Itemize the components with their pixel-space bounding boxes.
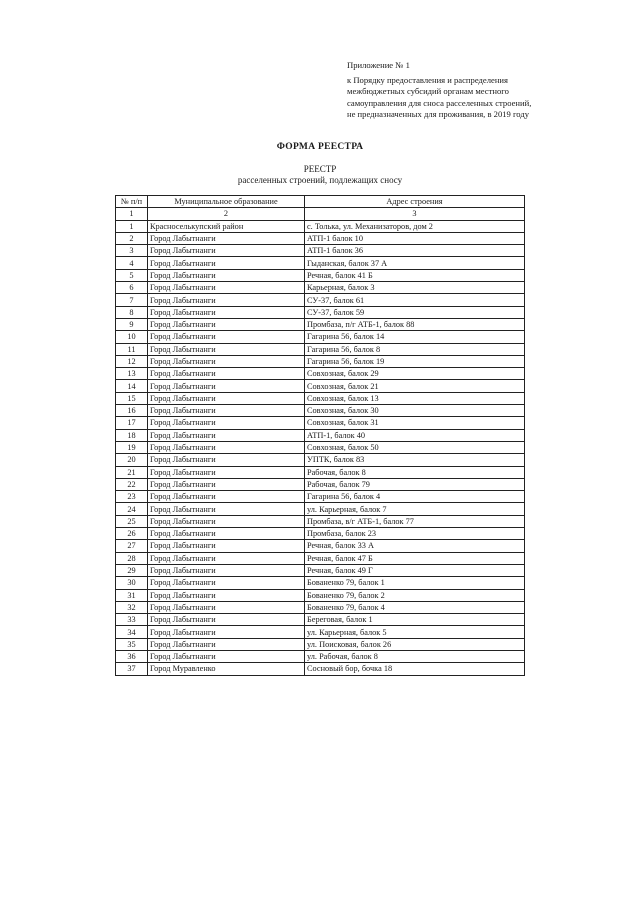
municipality-cell: Город Лабытнанги xyxy=(148,515,305,527)
row-number: 24 xyxy=(116,503,148,515)
register-heading xyxy=(0,164,640,186)
row-number: 14 xyxy=(116,380,148,392)
address-cell: Береговая, балок 1 xyxy=(305,614,525,626)
table-row xyxy=(116,491,525,503)
municipality-cell: Город Лабытнанги xyxy=(148,318,305,330)
row-number: 31 xyxy=(116,589,148,601)
row-number: 4 xyxy=(116,257,148,269)
municipality-cell: Город Лабытнанги xyxy=(148,552,305,564)
row-number: 20 xyxy=(116,454,148,466)
address-cell: Гыданская, балок 37 А xyxy=(305,257,525,269)
row-number: 28 xyxy=(116,552,148,564)
municipality-cell: Город Лабытнанги xyxy=(148,454,305,466)
table-row xyxy=(116,663,525,675)
address-cell: Совхозная, балок 21 xyxy=(305,380,525,392)
address-cell: Совхозная, балок 50 xyxy=(305,441,525,453)
municipality-cell: Город Лабытнанги xyxy=(148,355,305,367)
column-index-row xyxy=(116,208,525,220)
address-cell: Бованенко 79, балок 1 xyxy=(305,577,525,589)
row-number: 9 xyxy=(116,318,148,330)
row-number: 22 xyxy=(116,478,148,490)
address-cell: СУ-37, балок 61 xyxy=(305,294,525,306)
row-number: 1 xyxy=(116,220,148,232)
table-row xyxy=(116,220,525,232)
municipality-cell: Город Муравленко xyxy=(148,663,305,675)
row-number: 10 xyxy=(116,331,148,343)
municipality-cell: Город Лабытнанги xyxy=(148,306,305,318)
table-row xyxy=(116,589,525,601)
table-row xyxy=(116,392,525,404)
table-row xyxy=(116,380,525,392)
municipality-cell: Город Лабытнанги xyxy=(148,466,305,478)
address-cell: Совхозная, балок 13 xyxy=(305,392,525,404)
municipality-cell: Город Лабытнанги xyxy=(148,626,305,638)
appendix-line: межбюджетных субсидий органам местного xyxy=(347,86,509,97)
appendix-line: не предназначенных для проживания, в 2019 году xyxy=(347,108,530,119)
row-number: 32 xyxy=(116,601,148,613)
row-number: 2 xyxy=(116,232,148,244)
header-address: Адрес строения xyxy=(305,196,525,208)
table-row xyxy=(116,306,525,318)
municipality-cell: Город Лабытнанги xyxy=(148,343,305,355)
table-row xyxy=(116,343,525,355)
address-cell: Рабочая, балок 8 xyxy=(305,466,525,478)
table-row xyxy=(116,454,525,466)
address-cell: Речная, балок 47 Б xyxy=(305,552,525,564)
address-cell: Бованенко 79, балок 2 xyxy=(305,589,525,601)
address-cell: Речная, балок 41 Б xyxy=(305,269,525,281)
municipality-cell: Город Лабытнанги xyxy=(148,392,305,404)
municipality-cell: Город Лабытнанги xyxy=(148,589,305,601)
table-row xyxy=(116,282,525,294)
table-row xyxy=(116,245,525,257)
address-cell: Гагарина 56, балок 4 xyxy=(305,491,525,503)
register-title: РЕЕСТР xyxy=(303,164,337,174)
address-cell: Речная, балок 33 А xyxy=(305,540,525,552)
table-body xyxy=(116,220,525,675)
table-row xyxy=(116,232,525,244)
table-row xyxy=(116,257,525,269)
address-cell: Промбаза, в/г АТБ-1, балок 77 xyxy=(305,515,525,527)
table-row xyxy=(116,638,525,650)
row-number: 25 xyxy=(116,515,148,527)
table-row xyxy=(116,368,525,380)
row-number: 37 xyxy=(116,663,148,675)
table-row xyxy=(116,355,525,367)
table-row xyxy=(116,540,525,552)
row-number: 15 xyxy=(116,392,148,404)
row-number: 19 xyxy=(116,441,148,453)
table-row xyxy=(116,269,525,281)
address-cell: Сосновый бор, бочка 18 xyxy=(305,663,525,675)
row-number: 12 xyxy=(116,355,148,367)
address-cell: Речная, балок 49 Г xyxy=(305,564,525,576)
municipality-cell: Город Лабытнанги xyxy=(148,614,305,626)
municipality-cell: Город Лабытнанги xyxy=(148,491,305,503)
municipality-cell: Город Лабытнанги xyxy=(148,257,305,269)
row-number: 21 xyxy=(116,466,148,478)
column-index: 1 xyxy=(116,208,148,220)
municipality-cell: Город Лабытнанги xyxy=(148,478,305,490)
municipality-cell: Город Лабытнанги xyxy=(148,232,305,244)
row-number: 30 xyxy=(116,577,148,589)
address-cell: с. Толька, ул. Механизаторов, дом 2 xyxy=(305,220,525,232)
address-cell: ул. Карьерная, балок 7 xyxy=(305,503,525,515)
table-row xyxy=(116,601,525,613)
municipality-cell: Красноселькупский район xyxy=(148,220,305,232)
address-cell: ул. Рабочая, балок 8 xyxy=(305,650,525,662)
table-row xyxy=(116,515,525,527)
address-cell: Гагарина 56, балок 8 xyxy=(305,343,525,355)
table-row xyxy=(116,503,525,515)
address-cell: УПТК, балок 83 xyxy=(305,454,525,466)
register-subtitle: расселенных строений, подлежащих сносу xyxy=(237,175,403,185)
address-cell: АТП-1, балок 40 xyxy=(305,429,525,441)
table-row xyxy=(116,466,525,478)
header-municipality: Муниципальное образование xyxy=(148,196,305,208)
address-cell: Карьерная, балок 3 xyxy=(305,282,525,294)
address-cell: Бованенко 79, балок 4 xyxy=(305,601,525,613)
header-row xyxy=(116,196,525,208)
table-row xyxy=(116,478,525,490)
municipality-cell: Город Лабытнанги xyxy=(148,577,305,589)
row-number: 5 xyxy=(116,269,148,281)
municipality-cell: Город Лабытнанги xyxy=(148,441,305,453)
address-cell: Гагарина 56, балок 19 xyxy=(305,355,525,367)
municipality-cell: Город Лабытнанги xyxy=(148,405,305,417)
address-cell: Совхозная, балок 30 xyxy=(305,405,525,417)
municipality-cell: Город Лабытнанги xyxy=(148,503,305,515)
table-row xyxy=(116,405,525,417)
address-cell: АТП-1 балок 36 xyxy=(305,245,525,257)
registry-table xyxy=(115,195,525,676)
table-row xyxy=(116,441,525,453)
appendix-line: самоуправления для сноса расселенных строений, xyxy=(347,97,532,108)
municipality-cell: Город Лабытнанги xyxy=(148,528,305,540)
table-row xyxy=(116,331,525,343)
address-cell: Совхозная, балок 31 xyxy=(305,417,525,429)
table-row xyxy=(116,577,525,589)
address-cell: СУ-37, балок 59 xyxy=(305,306,525,318)
row-number: 16 xyxy=(116,405,148,417)
row-number: 35 xyxy=(116,638,148,650)
table-row xyxy=(116,294,525,306)
row-number: 13 xyxy=(116,368,148,380)
appendix-line: к Порядку предоставления и распределения xyxy=(347,75,508,86)
table-row xyxy=(116,564,525,576)
municipality-cell: Город Лабытнанги xyxy=(148,245,305,257)
row-number: 11 xyxy=(116,343,148,355)
table-row xyxy=(116,626,525,638)
municipality-cell: Город Лабытнанги xyxy=(148,331,305,343)
table-row xyxy=(116,528,525,540)
address-cell: АТП-1 балок 10 xyxy=(305,232,525,244)
address-cell: Гагарина 56, балок 14 xyxy=(305,331,525,343)
municipality-cell: Город Лабытнанги xyxy=(148,540,305,552)
row-number: 26 xyxy=(116,528,148,540)
row-number: 23 xyxy=(116,491,148,503)
address-cell: ул. Карьерная, балок 5 xyxy=(305,626,525,638)
column-index: 3 xyxy=(305,208,525,220)
row-number: 18 xyxy=(116,429,148,441)
municipality-cell: Город Лабытнанги xyxy=(148,380,305,392)
municipality-cell: Город Лабытнанги xyxy=(148,294,305,306)
row-number: 3 xyxy=(116,245,148,257)
address-cell: Промбаза, п/г АТБ-1, балок 88 xyxy=(305,318,525,330)
row-number: 36 xyxy=(116,650,148,662)
municipality-cell: Город Лабытнанги xyxy=(148,429,305,441)
row-number: 8 xyxy=(116,306,148,318)
row-number: 29 xyxy=(116,564,148,576)
row-number: 27 xyxy=(116,540,148,552)
table-row xyxy=(116,417,525,429)
address-cell: Рабочая, балок 79 xyxy=(305,478,525,490)
form-title: ФОРМА РЕЕСТРА xyxy=(276,142,364,152)
address-cell: Совхозная, балок 29 xyxy=(305,368,525,380)
municipality-cell: Город Лабытнанги xyxy=(148,564,305,576)
row-number: 34 xyxy=(116,626,148,638)
header-number: № п/п xyxy=(116,196,148,208)
municipality-cell: Город Лабытнанги xyxy=(148,650,305,662)
row-number: 7 xyxy=(116,294,148,306)
row-number: 33 xyxy=(116,614,148,626)
table-row xyxy=(116,429,525,441)
municipality-cell: Город Лабытнанги xyxy=(148,601,305,613)
column-index: 2 xyxy=(148,208,305,220)
municipality-cell: Город Лабытнанги xyxy=(148,417,305,429)
municipality-cell: Город Лабытнанги xyxy=(148,269,305,281)
table-row xyxy=(116,318,525,330)
address-cell: Промбаза, балок 23 xyxy=(305,528,525,540)
table-row xyxy=(116,552,525,564)
municipality-cell: Город Лабытнанги xyxy=(148,282,305,294)
row-number: 17 xyxy=(116,417,148,429)
municipality-cell: Город Лабытнанги xyxy=(148,368,305,380)
row-number: 6 xyxy=(116,282,148,294)
appendix-block xyxy=(347,60,607,120)
address-cell: ул. Поисковая, балок 26 xyxy=(305,638,525,650)
municipality-cell: Город Лабытнанги xyxy=(148,638,305,650)
table-row xyxy=(116,650,525,662)
appendix-title: Приложение № 1 xyxy=(347,60,410,70)
table-row xyxy=(116,614,525,626)
